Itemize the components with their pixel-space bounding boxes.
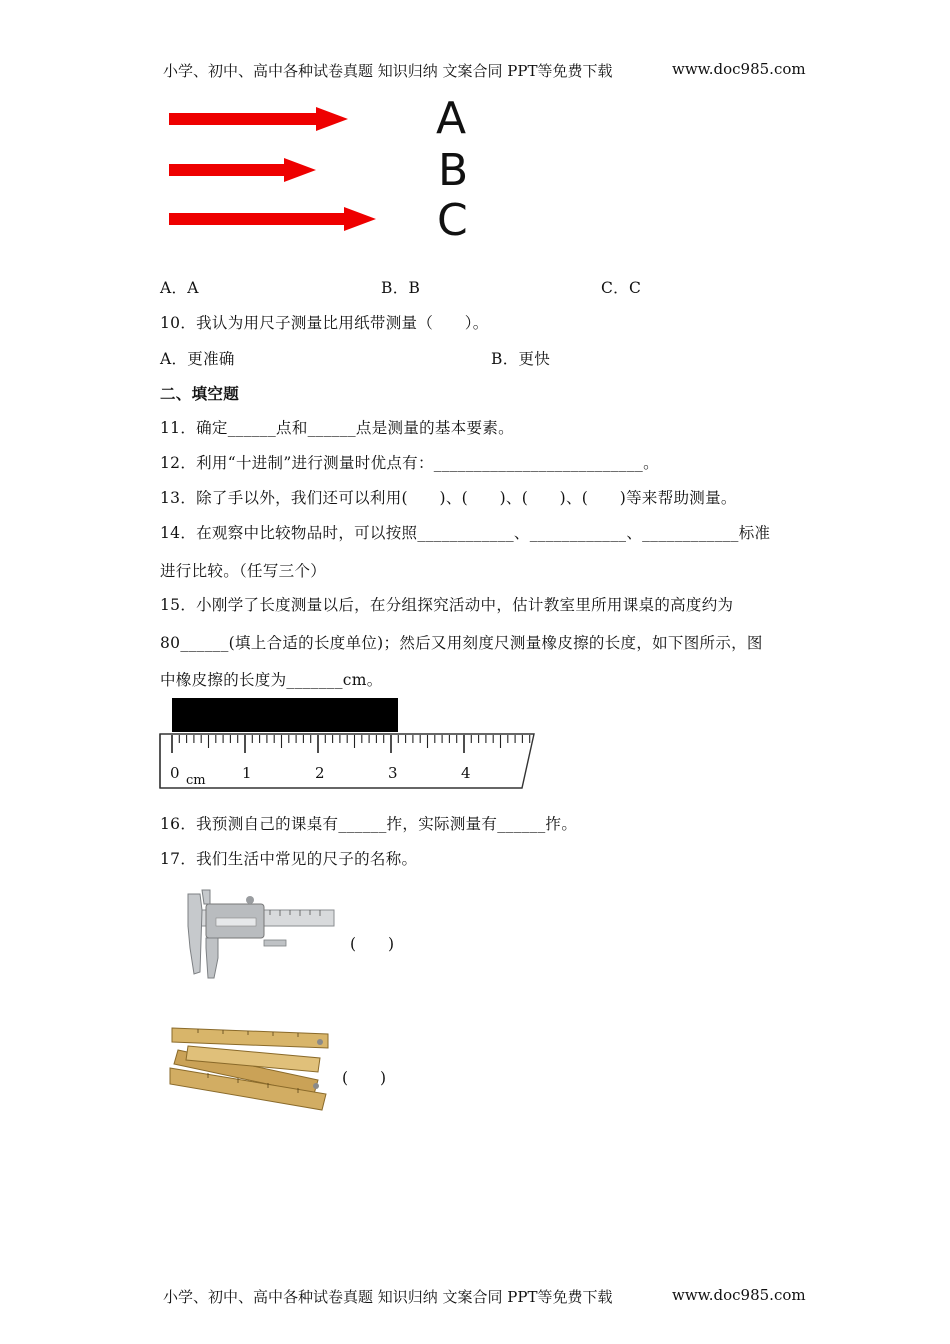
figure-letter-a: A xyxy=(436,93,467,144)
page-footer-url: www.doc985.com xyxy=(672,1286,806,1304)
ruler-svg xyxy=(158,698,538,792)
ruler-label: 3 xyxy=(388,764,398,782)
arrow-c xyxy=(169,207,376,231)
arrows-svg xyxy=(166,100,396,240)
q11: 11．确定______点和______点是测量的基本要素。 xyxy=(160,419,514,437)
page-footer-text: 小学、初中、高中各种试卷真题 知识归纳 文案合同 PPT等免费下载 xyxy=(163,1288,613,1306)
q10-option-b: B．更快 xyxy=(491,350,551,368)
section-title: 二、填空题 xyxy=(160,384,240,403)
ruler-label: 1 xyxy=(242,764,252,782)
folding-ruler-image xyxy=(168,1020,333,1115)
figure-letter-b: B xyxy=(438,145,469,196)
q10-option-a: A．更准确 xyxy=(160,350,235,368)
page-header-url: www.doc985.com xyxy=(672,60,806,78)
arrow-a xyxy=(169,107,348,131)
q17-stem: 17．我们生活中常见的尺子的名称。 xyxy=(160,850,418,868)
q15-line1: 15．小刚学了长度测量以后，在分组探究活动中，估计教室里所用课桌的高度约为 xyxy=(160,596,734,614)
q17-blank2: ( ) xyxy=(342,1069,387,1087)
q12: 12．利用“十进制”进行测量时优点有：__________________________。 xyxy=(160,454,659,472)
ruler-figure xyxy=(158,698,538,792)
q13: 13．除了手以外，我们还可以利用( )、( )、( )、( )等来帮助测量。 xyxy=(160,489,737,507)
q9-option-a: A．A xyxy=(160,279,199,297)
ruler-label: 4 xyxy=(461,764,471,782)
q9-option-c: C．C xyxy=(601,279,642,297)
q15-line2: 80______(填上合适的长度单位)；然后又用刻度尺测量橡皮擦的长度，如下图所示，图 xyxy=(160,634,763,652)
eraser xyxy=(172,698,398,732)
page-header-text: 小学、初中、高中各种试卷真题 知识归纳 文案合同 PPT等免费下载 xyxy=(163,62,613,80)
arrow-b xyxy=(169,158,316,182)
ruler-label: 0 xyxy=(170,764,180,782)
q10-stem: 10．我认为用尺子测量比用纸带测量（ ）。 xyxy=(160,314,489,332)
q15-line3: 中橡皮擦的长度为_______cm。 xyxy=(160,671,383,689)
vernier-caliper-image xyxy=(180,888,340,980)
figure-letter-c: C xyxy=(437,195,468,246)
ruler-label: 2 xyxy=(315,764,325,782)
q9-option-b: B．B xyxy=(381,279,421,297)
arrow-figure xyxy=(166,100,396,240)
q17-blank1: ( ) xyxy=(350,935,395,953)
q14-line1: 14．在观察中比较物品时，可以按照____________、____________、____________标准 xyxy=(160,524,771,542)
ruler-unit: cm xyxy=(186,773,206,788)
q14-line2: 进行比较。（任写三个） xyxy=(160,562,327,580)
q16: 16．我预测自己的课桌有______拃，实际测量有______拃。 xyxy=(160,815,578,833)
